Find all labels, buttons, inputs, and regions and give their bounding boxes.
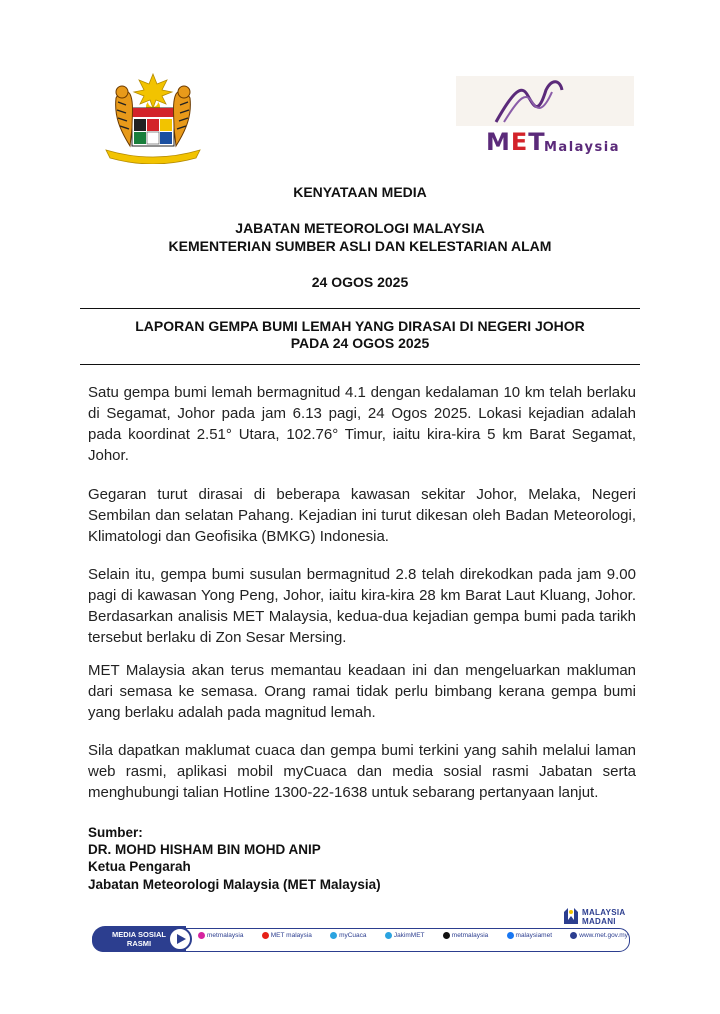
malaysia-madani-logo [562, 906, 626, 926]
headline-line-2: PADA 24 OGOS 2025 [290, 335, 430, 351]
signatory-organisation: Jabatan Meteorologi Malaysia (MET Malaysia) [88, 877, 381, 892]
badge-line-1: MEDIA SOSIAL [112, 930, 166, 939]
release-date: 24 OGOS 2025 [311, 274, 409, 290]
met-logo-subtitle: Malaysia [544, 140, 620, 155]
cloud-icon [385, 932, 392, 939]
cloud-icon [330, 932, 337, 939]
body-paragraph: MET Malaysia akan terus memantau keadaan ini dan mengeluarkan makluman dari semasa ke semasa. Orang ramai tidak perlu bimbang kerana gempa bumi yang berlaku adalah pada magnitud lemah. [88, 662, 636, 721]
globe-icon [570, 932, 577, 939]
badge-line-2: RASMI [126, 939, 152, 948]
body-paragraph: Selain itu, gempa bumi susulan bermagnitud 2.8 telah direkodkan pada jam 9.00 pagi di kawasan Yong Peng, Johor, iaitu kira-kira 28 km Barat Laut Kluang, Johor. Berdasarkan analisis MET Malaysia, kedua-dua kejadian gempa bumi pada tarikh tersebut berlaku di Zon Sesar Mersing. [88, 566, 636, 646]
social-link-youtube[interactable]: MET malaysia [262, 932, 312, 939]
instagram-icon [198, 932, 205, 939]
signatory-name: DR. MOHD HISHAM BIN MOHD ANIP [88, 842, 321, 857]
headline-bottom-rule [80, 364, 640, 365]
press-release-label: KENYATAAN MEDIA [293, 184, 427, 200]
body-paragraph: Gegaran turut dirasai di beberapa kawasan sekitar Johor, Melaka, Negeri Sembilan dan selatan Pahang. Kejadian ini turut dikesan oleh Badan Meteorologi, Klimatologi dan Geofisika (BMKG) Indonesia. [88, 486, 636, 545]
source-label: Sumber: [88, 825, 143, 840]
play-icon [168, 927, 192, 951]
social-link-x[interactable]: metmalaysia [443, 932, 488, 939]
youtube-icon [262, 932, 269, 939]
madani-line-2: MADANI [582, 917, 616, 926]
signatory-title: Ketua Pengarah [88, 859, 191, 874]
met-malaysia-logo [456, 76, 634, 158]
department-name: JABATAN METEOROLOGI MALAYSIA [235, 220, 485, 236]
met-logo-wordmark: MET [486, 128, 546, 156]
body-paragraph: Sila dapatkan maklumat cuaca dan gempa bumi terkini yang sahih melalui laman web rasmi, aplikasi mobil myCuaca dan media sosial rasmi Jabatan serta menghubungi talian Hotline 1300-22-1638 untuk sebarang pertanyaan lanjut. [88, 742, 636, 801]
headline-line-1: LAPORAN GEMPA BUMI LEMAH YANG DIRASAI DI NEGERI JOHOR [135, 318, 585, 334]
social-link-mycuaca[interactable]: myCuaca [330, 932, 366, 939]
facebook-icon [507, 932, 514, 939]
x-icon [443, 932, 450, 939]
madani-line-1: MALAYSIA [582, 908, 626, 917]
ministry-name: KEMENTERIAN SUMBER ASLI DAN KELESTARIAN ALAM [168, 238, 552, 254]
body-paragraph: Satu gempa bumi lemah bermagnitud 4.1 dengan kedalaman 10 km telah berlaku di Segamat, Johor pada jam 6.13 pagi, 24 Ogos 2025. Lokasi kejadian adalah pada koordinat 2.51° Utara, 102.76° Timur, iaitu kira-kira 5 km Barat Segamat, Johor. [88, 384, 636, 464]
coat-of-arms-logo [96, 72, 210, 164]
social-link-instagram[interactable]: metmalaysia [198, 932, 243, 939]
social-link-website[interactable]: www.met.gov.my [570, 932, 628, 939]
social-link-jakimmet[interactable]: JakimMET [385, 932, 425, 939]
headline-top-rule [80, 308, 640, 309]
social-links [198, 932, 628, 939]
social-link-facebook[interactable]: malaysiamet [507, 932, 552, 939]
